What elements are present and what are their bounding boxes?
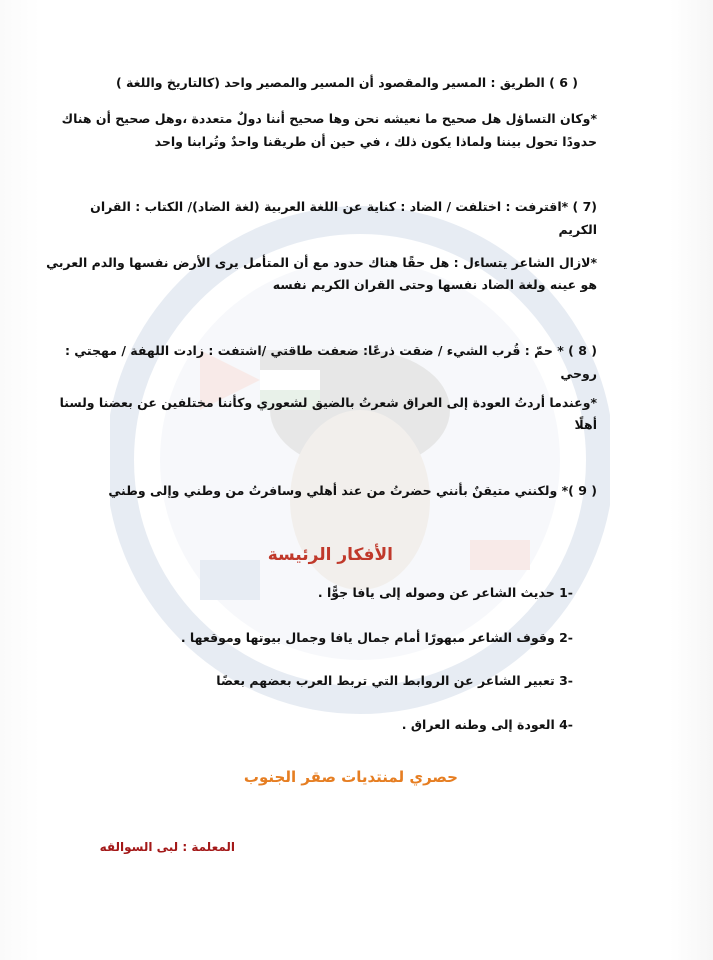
section-7-heading-line-2: الكريم bbox=[558, 222, 597, 237]
main-idea-item bbox=[216, 670, 573, 692]
main-ideas-title: الأفكار الرئيسة bbox=[267, 545, 393, 565]
main-idea-item bbox=[181, 627, 573, 649]
main-idea-text: العودة إلى وطنه العراق . bbox=[401, 717, 555, 732]
section-7-heading-line-1: (7 ) *اقترفت : اختلفت / الضاد : كناية عن اللغة العربية (لغة الضاد)/ الكتاب : القران bbox=[90, 199, 597, 214]
section-8-heading-line-1: ( 8 ) * حمّ : قُرب الشيء / ضقت ذرعًا: ضعفت طاقتي /اشتفت : زادت اللهفة / مهجتي : bbox=[64, 343, 597, 358]
main-idea-item bbox=[318, 582, 573, 604]
main-idea-number: -2 bbox=[559, 630, 573, 645]
section-6-heading: ( 6 ) الطريق : المسير والمقصود أن المسير والمصير واحد (كالتاريخ واللغة ) bbox=[115, 75, 578, 90]
section-8-explanation-line-2: أهلًا bbox=[574, 417, 597, 432]
section-8-explanation-line-1: *وعندما أردتُ العودة إلى العراق شعرتُ بالضيق لشعوري وكأننا مختلفين عن بعضنا ولسنا bbox=[59, 395, 597, 410]
section-7-explanation-line-1: *لازال الشاعر يتساءل : هل حقًا هناك حدود مع أن المتأمل يرى الأرض نفسها والدم العربي bbox=[46, 255, 597, 270]
main-idea-number: -3 bbox=[559, 673, 573, 688]
main-idea-item bbox=[402, 714, 573, 736]
main-idea-text: وقوف الشاعر مبهورًا أمام جمال يافا وجمال بيوتها وموقعها . bbox=[180, 630, 555, 645]
teacher-name: المعلمة : لبى السوالقه bbox=[99, 840, 235, 854]
section-6-explanation-line-1: *وكان التساؤل هل صحيح ما نعيشه نحن وها صحيح أننا دولٌ متعددة ،وهل صحيح أن هناك bbox=[61, 111, 597, 126]
main-idea-text: حديث الشاعر عن وصوله إلى يافا جوًّا . bbox=[317, 585, 555, 600]
section-7-explanation-line-2: هو عينه ولغة الضاد نفسها وحتى القران الكريم نفسه bbox=[272, 277, 597, 292]
section-9-heading: ( 9 )* ولكنني متيقنٌ بأنني حضرتُ من عند أهلي وسافرتُ من وطني وإلى وطني bbox=[108, 483, 597, 498]
main-idea-text: تعبير الشاعر عن الروابط التي تربط العرب بعضهم بعضًا bbox=[216, 673, 555, 688]
forum-credit: حصري لمنتديات صقر الجنوب bbox=[243, 768, 458, 786]
main-idea-number: -4 bbox=[559, 717, 573, 732]
section-6-explanation-line-2: حدودًا تحول بيننا ولماذا يكون ذلك ، في حين أن طريقنا واحدٌ وتُرابنا واحد bbox=[154, 134, 597, 149]
main-idea-number: -1 bbox=[559, 585, 573, 600]
section-8-heading-line-2: روحي bbox=[560, 366, 597, 381]
